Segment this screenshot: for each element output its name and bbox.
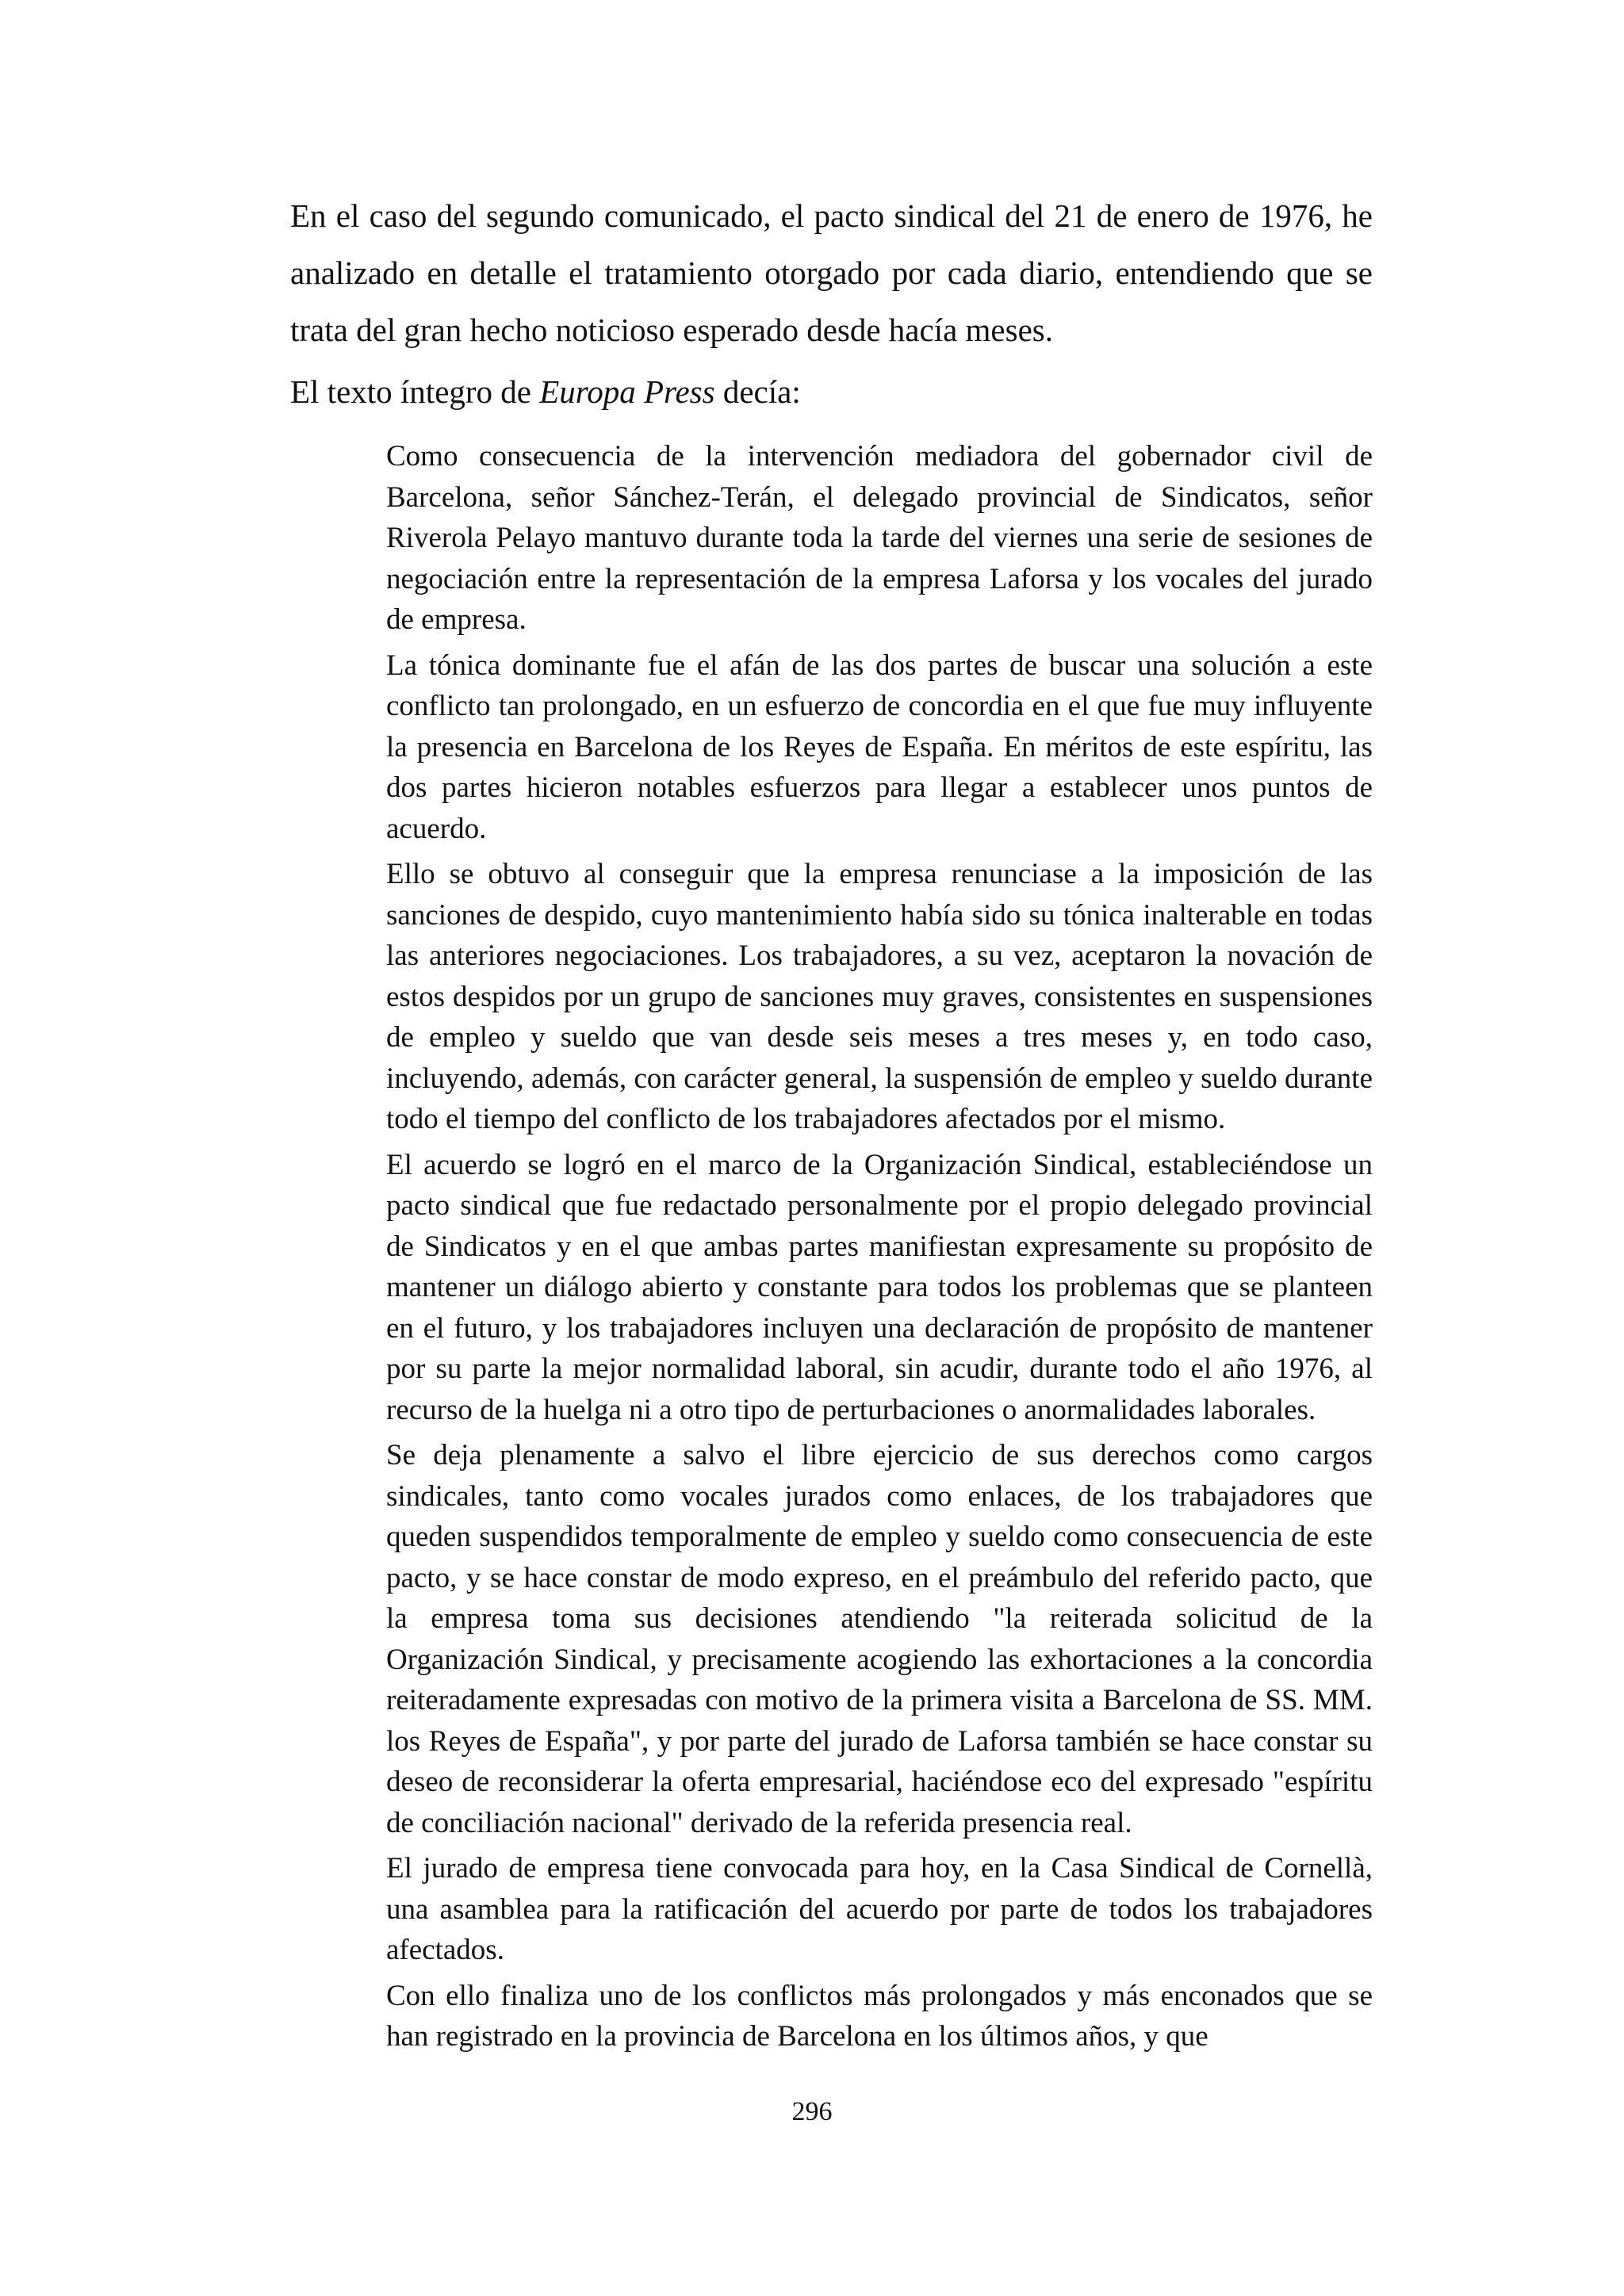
quote-paragraph: El jurado de empresa tiene convocada para hoy, en la Casa Sindical de Cornellà, una asamblea para la ratificación del acuerdo por parte de todos los trabajadores afectados.	[386, 1852, 1373, 1966]
quote-paragraph: Ello se obtuvo al conseguir que la empresa renunciase a la imposición de las sanciones de despido, cuyo mantenimiento había sido su tónica inalterable en todas las anteriores negociaciones. Los trabajadores, a su vez, aceptaron la novación de estos despidos por un grupo de sanciones muy graves, consistentes en suspensiones de empleo y sueldo que van desde seis meses a tres meses y, en todo caso, incluyendo, además, con carácter general, la suspensión de empleo y sueldo durante todo el tiempo del conflicto de los trabajadores afectados por el mismo.	[386, 858, 1373, 1135]
quote-paragraph: Se deja plenamente a salvo el libre ejercicio de sus derechos como cargos sindicales, tanto como vocales jurados como enlaces, de los trabajadores que queden suspendidos temporalmente de empleo y sueldo como consecuencia de este pacto, y se hace constar de modo expreso, en el preámbulo del referido pacto, que la empresa toma sus decisiones atendiendo "la reiterada solicitud de la Organización Sindical, y precisamente acogiendo las exhortaciones a la concordia reiteradamente expresadas con motivo de la primera visita a Barcelona de SS. MM. los Reyes de España", y por parte del jurado de Laforsa también se hace constar su deseo de reconsiderar la oferta empresarial, haciéndose eco del expresado "espíritu de conciliación nacional" derivado de la referida presencia real.	[386, 1439, 1373, 1839]
intro-paragraph: En el caso del segundo comunicado, el pacto sindical del 21 de enero de 1976, he analizado en detalle el tratamiento otorgado por cada diario, entendiendo que se trata del gran hecho noticioso esperado desde hacía meses.	[290, 197, 1373, 348]
block-quote	[386, 436, 1373, 2057]
quote-paragraph: Con ello finaliza uno de los conflictos más prolongados y más enconados que se han registrado en la provincia de Barcelona en los últimos años, y que	[386, 1979, 1373, 2053]
quote-lead-paragraph	[290, 363, 1373, 420]
source-name: Europa Press	[539, 373, 715, 410]
page-number: 296	[791, 2097, 833, 2126]
lead-text: El texto íntegro de	[290, 373, 540, 410]
quote-paragraph: La tónica dominante fue el afán de las dos partes de buscar una solución a este conflicto tan prolongado, en un esfuerzo de concordia en el que fue muy influyente la presencia en Barcelona de los Reyes de España. En méritos de este espíritu, las dos partes hicieron notables esfuerzos para llegar a establecer unos puntos de acuerdo.	[386, 649, 1373, 845]
lead-text-end: decía:	[714, 373, 801, 410]
quote-paragraph: Como consecuencia de la intervención mediadora del gobernador civil de Barcelona, señor Sánchez-Terán, el delegado provincial de Sindicatos, señor Riverola Pelayo mantuvo durante toda la tarde del viernes una serie de sesiones de negociación entre la representación de la empresa Laforsa y los vocales del jurado de empresa.	[386, 440, 1373, 636]
quote-paragraph: El acuerdo se logró en el marco de la Organización Sindical, estableciéndose un pacto sindical que fue redactado personalmente por el propio delegado provincial de Sindicatos y en el que ambas partes manifiestan expresamente su propósito de mantener un diálogo abierto y constante para todos los problemas que se planteen en el futuro, y los trabajadores incluyen una declaración de propósito de mantener por su parte la mejor normalidad laboral, sin acudir, durante todo el año 1976, al recurso de la huelga ni a otro tipo de perturbaciones o anormalidades laborales.	[386, 1148, 1373, 1426]
body-text	[290, 187, 1373, 425]
